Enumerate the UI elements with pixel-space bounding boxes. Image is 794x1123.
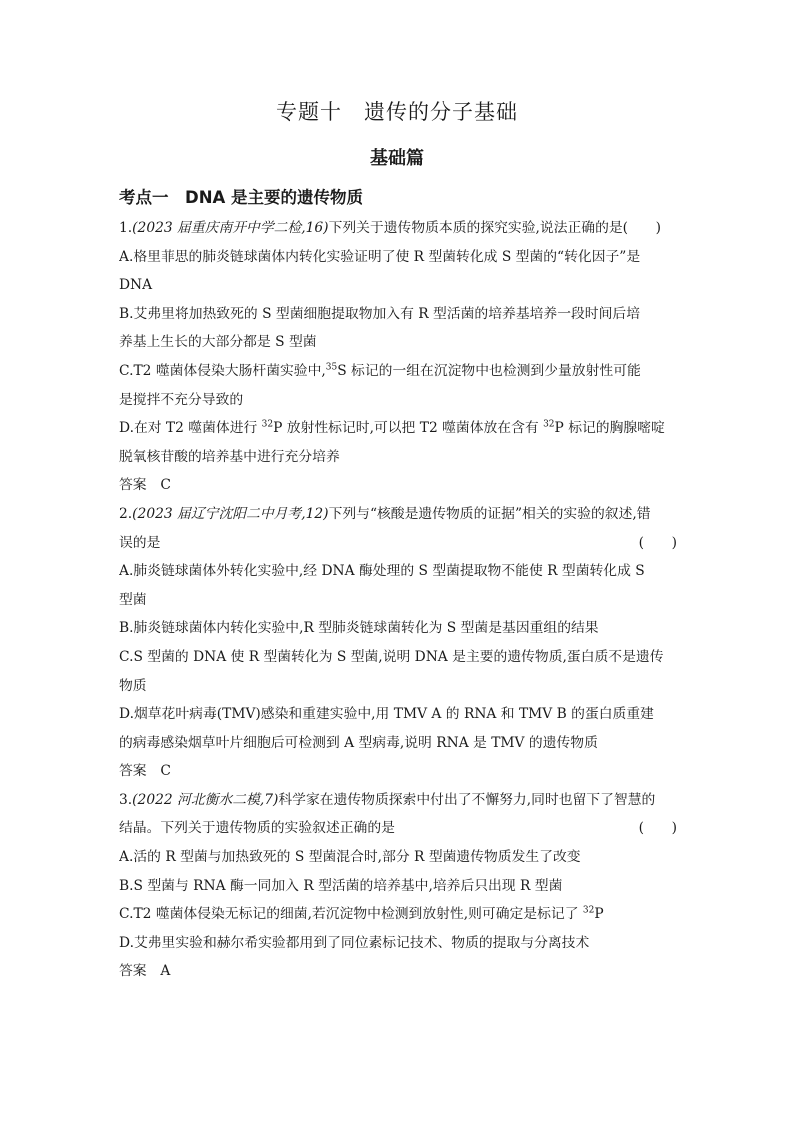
question-stem-text: 科学家在遗传物质探索中付出了不懈努力,同时也留下了智慧的 bbox=[278, 791, 656, 808]
option-b-line: B.S 型菌与 RNA 酶一同加入 R 型活菌的培养基中,培养后只出现 R 型菌 bbox=[119, 877, 563, 894]
option-d-line: D.艾弗里实验和赫尔希实验都用到了同位素标记技术、物质的提取与分离技术 bbox=[119, 934, 590, 951]
text-segment: C.T2 噬菌体侵染大肠杆菌实验中, bbox=[119, 362, 326, 379]
question-1 bbox=[119, 214, 677, 500]
page-title: 专题十 遗传的分子基础 bbox=[276, 100, 518, 124]
question-stem bbox=[119, 500, 677, 529]
question-3 bbox=[119, 786, 677, 986]
question-number: 3. bbox=[119, 791, 133, 808]
question-stem-text: 下列关于遗传物质本质的探究实验,说法正确的是( ) bbox=[328, 220, 662, 236]
option-d-continued: 脱氧核苷酸的培养基中进行充分培养 bbox=[119, 448, 340, 465]
superscript: 32 bbox=[582, 905, 595, 916]
text-segment: S 标记的一组在沉淀物中也检测到少量放射性可能 bbox=[337, 362, 641, 379]
option-c-line: C.S 型菌的 DNA 使 R 型菌转化为 S 型菌,说明 DNA 是主要的遗传物质,蛋白质不是遗传 bbox=[119, 648, 664, 665]
text-segment: C.T2 噬菌体侵染无标记的细菌,若沉淀物中检测到放射性,则可确定是标记了 bbox=[119, 906, 583, 923]
question-stem-text: 结晶。下列关于遗传物质的实验叙述正确的是 bbox=[119, 820, 395, 837]
page-subtitle: 基础篇 bbox=[370, 148, 424, 169]
option-c-continued: 物质 bbox=[119, 677, 147, 694]
option-d-line: D.烟草花叶病毒(TMV)感染和重建实验中,用 TMV A 的 RNA 和 TMV B 的蛋白质重建 bbox=[119, 706, 654, 723]
option-a-continued: DNA bbox=[119, 277, 153, 294]
question-stem bbox=[119, 786, 677, 815]
option-d-line bbox=[119, 414, 677, 443]
superscript: 32 bbox=[543, 419, 555, 430]
option-c-line bbox=[119, 357, 677, 386]
question-source: (2023 届辽宁沈阳二中月考,12) bbox=[132, 505, 329, 522]
question-list bbox=[119, 214, 677, 986]
option-c-line bbox=[119, 900, 677, 929]
answer-bracket: ( ) bbox=[638, 534, 677, 551]
superscript: 32 bbox=[261, 419, 274, 430]
question-stem bbox=[119, 214, 677, 243]
question-stem-text: 下列与“核酸是遗传物质的证据”相关的实验的叙述,错 bbox=[328, 505, 651, 522]
option-a-line: A.活的 R 型菌与加热致死的 S 型菌混合时,部分 R 型菌遗传物质发生了改变 bbox=[119, 849, 581, 866]
question-stem-continued bbox=[119, 529, 677, 558]
answer: 答案 A bbox=[119, 963, 171, 980]
option-c-continued: 是搅拌不充分导致的 bbox=[119, 391, 244, 408]
question-2 bbox=[119, 500, 677, 786]
answer: 答案 C bbox=[119, 763, 171, 780]
section-heading: 考点一 DNA 是主要的遗传物质 bbox=[119, 188, 364, 207]
question-stem-text: 误的是 bbox=[119, 534, 161, 551]
text-segment: P 放射性标记时,可以把 T2 噬菌体放在含有 bbox=[273, 420, 544, 437]
option-d-continued: 的病毒感染烟草叶片细胞后可检测到 A 型病毒,说明 RNA 是 TMV 的遗传物质 bbox=[119, 734, 598, 751]
answer-bracket: ( ) bbox=[638, 820, 677, 837]
question-source: (2022 河北衡水二模,7) bbox=[132, 791, 279, 808]
text-segment: P bbox=[594, 906, 604, 923]
text-segment: D.在对 T2 噬菌体进行 bbox=[119, 420, 262, 437]
option-a-line: A.格里菲思的肺炎链球菌体内转化实验证明了使 R 型菌转化成 S 型菌的“转化因子”是 bbox=[119, 248, 641, 265]
option-b-line: B.肺炎链球菌体内转化实验中,R 型肺炎链球菌转化为 S 型菌是基因重组的结果 bbox=[119, 620, 599, 637]
option-b-line: B.艾弗里将加热致死的 S 型菌细胞提取物加入有 R 型活菌的培养基培养一段时间后培 bbox=[119, 305, 640, 322]
question-number: 2. bbox=[119, 505, 133, 522]
option-a-line: A.肺炎链球菌体外转化实验中,经 DNA 酶处理的 S 型菌提取物不能使 R 型菌转化成 S bbox=[119, 563, 645, 580]
option-b-continued: 养基上生长的大部分都是 S 型菌 bbox=[119, 334, 317, 351]
question-source: (2023 届重庆南开中学二检,16) bbox=[132, 220, 329, 236]
superscript: 35 bbox=[325, 362, 338, 373]
answer: 答案 C bbox=[119, 477, 171, 494]
question-stem-continued bbox=[119, 814, 677, 843]
question-number: 1. bbox=[119, 220, 133, 236]
option-a-continued: 型菌 bbox=[119, 591, 147, 608]
text-segment: P 标记的胸腺嘧啶 bbox=[554, 420, 665, 437]
